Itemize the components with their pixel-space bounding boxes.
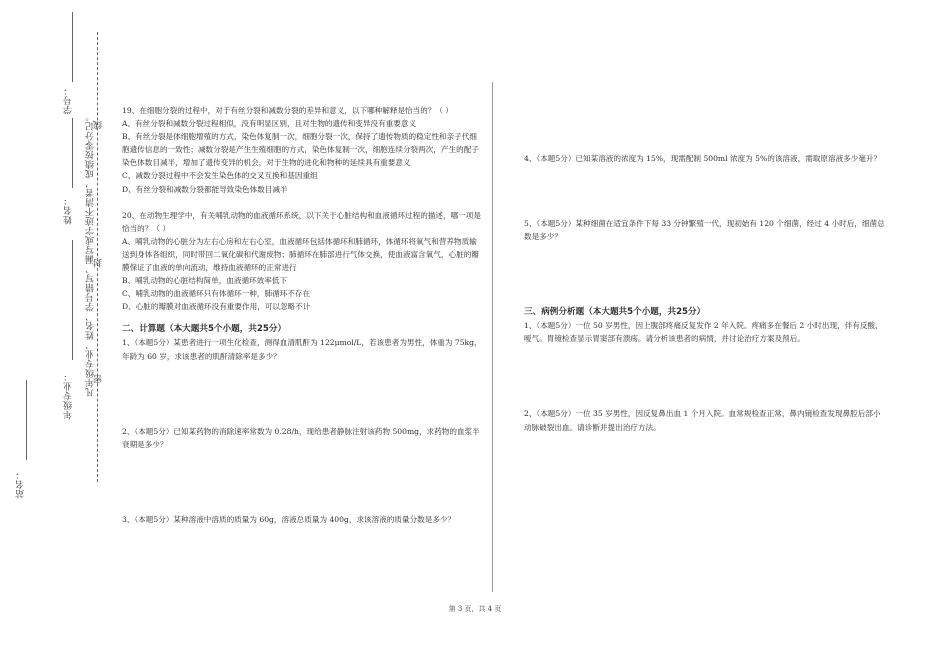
left-column <box>122 104 484 526</box>
q20-option-d: D、心脏的瓣膜对血液循环没有重要作用，可以忽略不计 <box>122 302 311 312</box>
q20-option-a: A、哺乳动物的心脏分为左右心房和左右心室，血液循环包括体循环和肺循环，体循环将氧气和营养物质输送到身体各组织，同时带回二氧化碳和代谢废物；肺循环在肺部进行气体交换，使血液富含氧气，心脏的瓣膜保证了血液的单向流动，维持血液循环的正常进行 <box>122 236 479 273</box>
column-divider <box>492 82 493 592</box>
right-column <box>524 152 888 434</box>
school-label: 站名： <box>16 470 26 499</box>
notice-text: 凡年级专业、姓名、学号错写、漏写或字迹不清者，成绩按零分记。 <box>86 112 96 397</box>
school-underline <box>26 380 27 460</box>
calc-question-2: 2、（本题5分）已知某药物的消除速率常数为 0.28/h，现给患者静脉注射该药物 500mg，求药物的血浆半衰期是多少？ <box>122 426 480 449</box>
case-question-2: 2、（本题5分）一位 35 岁男性，因反复鼻出血 1 个月入院。血常规检查正常，鼻内镜检查发现鼻腔后部小动脉破裂出血。请诊断并提出治疗方法。 <box>524 409 881 432</box>
section-2-title: 二、计算题（本大题共5个小题，共25分） <box>122 324 287 335</box>
page-footer: 第 3 页，共 4 页 <box>448 605 502 613</box>
section-3-title: 三、病例分析题（本大题共5个小题，共25分） <box>524 307 706 318</box>
q20-option-b: B、哺乳动物的心脏结构简单，血液循环效率低下 <box>122 276 288 286</box>
q20-stem: 20、在动物生理学中，有关哺乳动物的血液循环系统，以下关于心脏结构和血液循环过程的描述，哪一项是恰当的？（ ） <box>122 210 481 233</box>
name-label: 姓名： <box>64 196 74 225</box>
grade-label: 年级专业： <box>64 372 74 420</box>
xian-mark: 线 <box>94 120 104 130</box>
feng-mark: 封 <box>94 258 104 268</box>
q19-option-c: C、减数分裂过程中不会发生染色体的交叉互换和基因重组 <box>122 171 318 181</box>
q19-stem: 19、在细胞分裂的过程中，对于有丝分裂和减数分裂的差异和意义，以下哪种解释是恰当的？（ ） <box>122 106 454 115</box>
id-underline <box>72 12 73 82</box>
case-question-1: 1、（本题5分）一位 50 岁男性，因上腹部疼痛反复发作 2 年入院。疼痛多在餐后 2 小时出现，伴有反酸、嗳气。胃镜检查显示胃窦部有溃疡。请分析该患者的病情，并讨论治疗方案及预后。 <box>524 321 883 344</box>
name-underline <box>72 118 73 188</box>
calc-question-4: 4、（本题5分）已知某溶液的浓度为 15%，现需配制 500ml 浓度为 5%的该溶液，需取原溶液多少毫升？ <box>524 154 882 163</box>
seal-mark: 密 <box>94 374 104 384</box>
calc-question-3: 3、（本题5分）某种溶液中溶质的质量为 60g，溶液总质量为 400g，求该溶液的质量分数是多少？ <box>122 514 456 524</box>
calc-question-5: 5、（本题5分）某种细菌在适宜条件下每 33 分钟繁殖一代，现初始有 120 个细菌，经过 4 小时后，细菌总数是多少？ <box>524 219 885 242</box>
q19-option-b: B、有丝分裂是体细胞增殖的方式，染色体复制一次，细胞分裂一次，保持了遗传物质的稳定性和亲子代细胞遗传信息的一致性；减数分裂是产生生殖细胞的方式，染色体复制一次，细胞连续分裂两次，产生的配子染色体数目减半，增加了遗传变异的机会，对于生物的进化和物种的延续具有重要意义 <box>122 132 479 168</box>
id-label: 学号： <box>64 86 74 115</box>
grade-underline <box>72 240 73 360</box>
q20-option-c: C、哺乳动物的血液循环只有体循环一种，肺循环不存在 <box>122 289 311 299</box>
q19-option-d: D、有丝分裂和减数分裂都能导致染色体数目减半 <box>122 184 288 194</box>
calc-question-1: 1、（本题5分）某患者进行一项生化检查，测得血清肌酐为 122μmol/L，若该患者为男性，体重为 75kg，年龄为 60 岁，求该患者的肌酐清除率是多少？ <box>122 338 482 361</box>
q19-option-a: A、有丝分裂和减数分裂过程相似，没有明显区别，且对生物的遗传和变异没有重要意义 <box>122 119 417 129</box>
binding-margin <box>0 0 112 672</box>
